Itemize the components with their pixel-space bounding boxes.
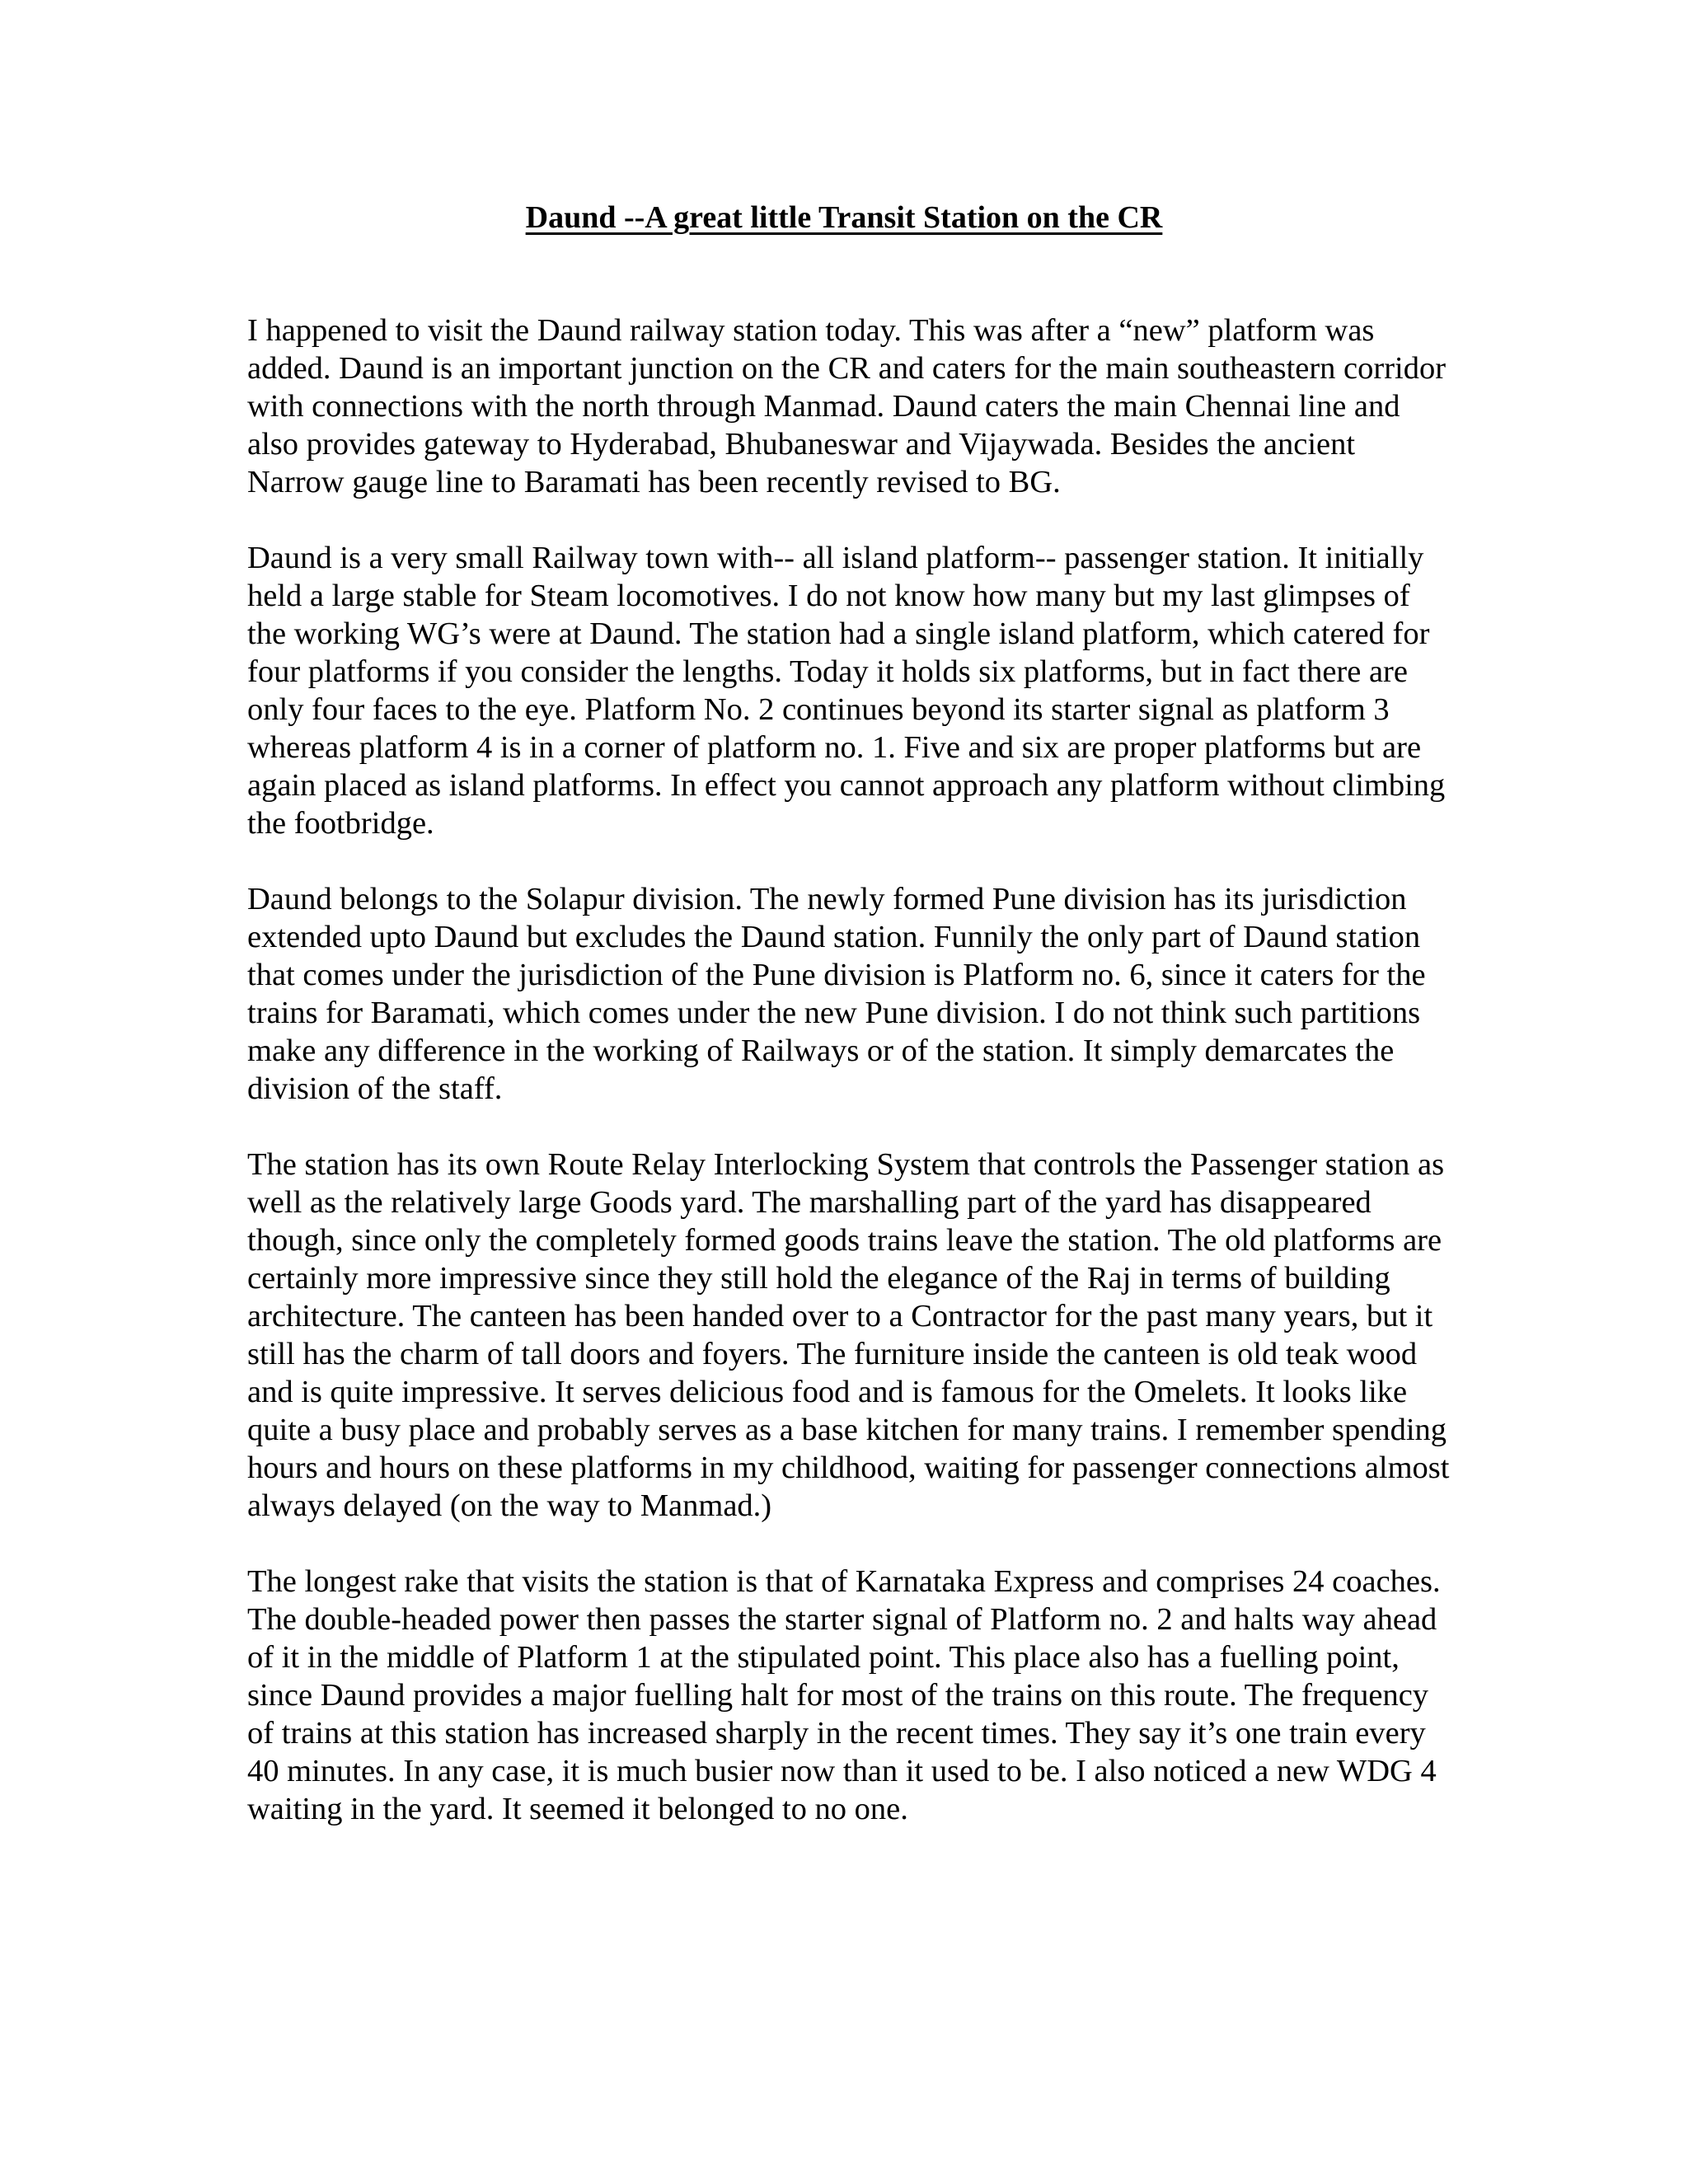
document-body <box>247 312 1451 1866</box>
paragraph-2: Daund is a very small Railway town with-- all island platform-- passenger station. It initially held a large stable for Steam locomotives. I do not know how many but my last glimpses of the working WG’s were at Daund. The station had a single island platform, which catered for four platforms if you consider the lengths. Today it holds six platforms, but in fact there are only four faces to the eye. Platform No. 2 continues beyond its starter signal as platform 3 whereas platform 4 is in a corner of platform no. 1. Five and six are proper platforms but are again placed as island platforms. In effect you cannot approach any platform without climbing the footbridge. <box>247 541 1446 841</box>
paragraph-5: The longest rake that visits the station is that of Karnataka Express and comprises 24 coaches. The double-headed power then passes the starter signal of Platform no. 2 and halts way ahead of it in the middle of Platform 1 at the stipulated point. This place also has a fuelling point, since Daund provides a major fuelling halt for most of the trains on this route. The frequency of trains at this station has increased sharply in the recent times. They say it’s one train every 40 minutes. In any case, it is much busier now than it used to be. I also noticed a new WDG 4 waiting in the yard. It seemed it belonged to no one. <box>247 1564 1441 1826</box>
paragraph-1: I happened to visit the Daund railway station today. This was after a “new” platform was added. Daund is an important junction on the CR and caters for the main southeastern corridor with connections with the north through Manmad. Daund caters the main Chennai line and also provides gateway to Hyderabad, Bhubaneswar and Vijaywada. Besides the ancient Narrow gauge line to Baramati has been recently revised to BG. <box>247 313 1447 499</box>
paragraph-3: Daund belongs to the Solapur division. The newly formed Pune division has its jurisdiction extended upto Daund but excludes the Daund station. Funnily the only part of Daund station that comes under the jurisdiction of the Pune division is Platform no. 6, since it caters for the trains for Baramati, which comes under the new Pune division. I do not think such partitions make any difference in the working of Railways or of the station. It simply demarcates the division of the staff. <box>247 882 1426 1106</box>
document-title: Daund --A great little Transit Station on the CR <box>525 200 1163 235</box>
paragraph-4: The station has its own Route Relay Interlocking System that controls the Passenger station as well as the relatively large Goods yard. The marshalling part of the yard has disappeared though, since only the completely formed goods trains leave the station. The old platforms are certainly more impressive since they still hold the elegance of the Raj in terms of building architecture. The canteen has been handed over to a Contractor for the past many years, but it still has the charm of tall doors and foyers. The furniture inside the canteen is old teak wood and is quite impressive. It serves delicious food and is famous for the Omelets. It looks like quite a busy place and probably serves as a base kitchen for many trains. I remember spending hours and hours on these platforms in my childhood, waiting for passenger connections almost always delayed (on the way to Manmad.) <box>247 1147 1450 1523</box>
